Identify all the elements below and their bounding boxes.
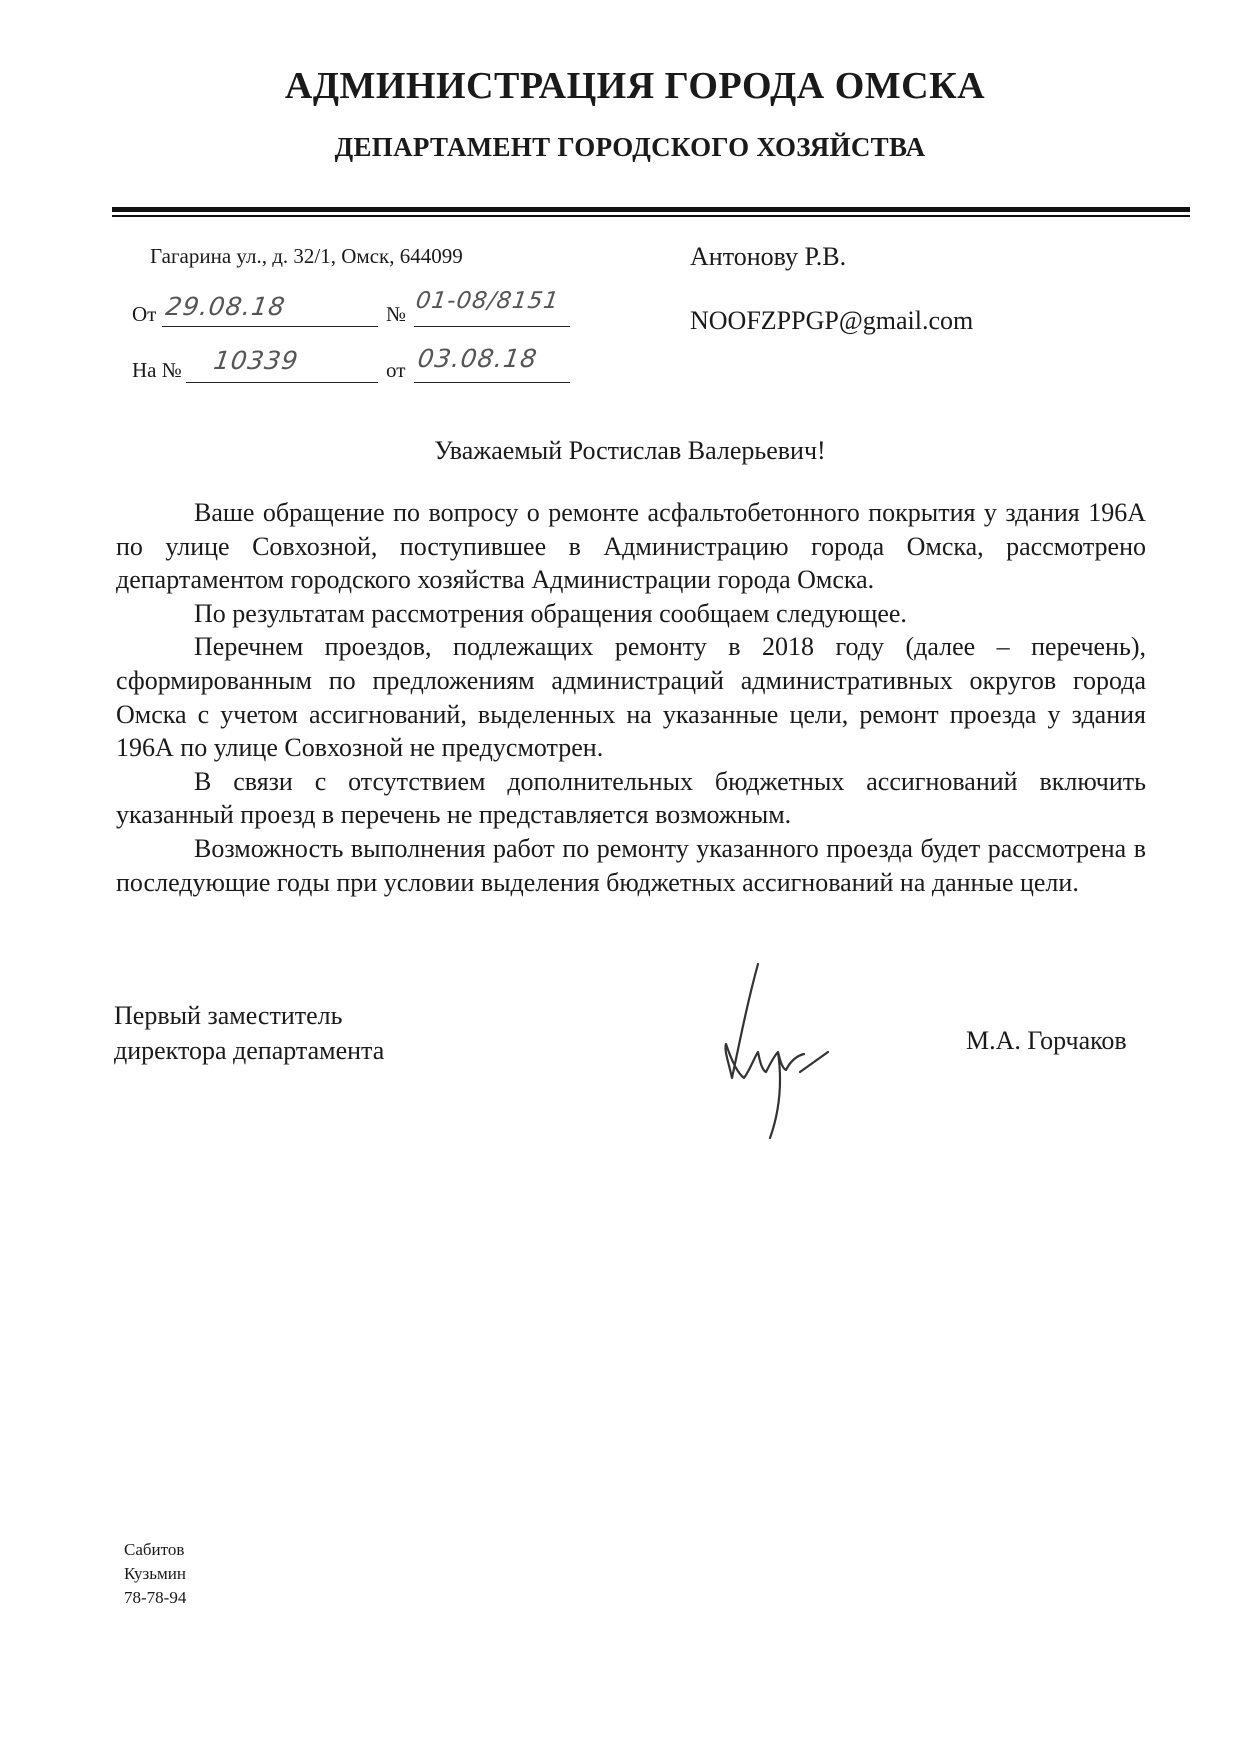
executor-phone: 78-78-94 [124, 1588, 187, 1607]
letter-body [116, 496, 1146, 899]
signer-title-line1: Первый заместитель [114, 1001, 343, 1030]
signer-title-line2: директора департамента [114, 1036, 385, 1065]
handwritten-signature [700, 960, 850, 1150]
executor-info [124, 1538, 186, 1610]
body-paragraph: В связи с отсутствием дополнительных бюджетных ассигнований включить указанный проезд в перечень не представляется возможным. [116, 766, 1146, 830]
from-label: От [132, 302, 157, 326]
number-label-wrap [386, 302, 406, 327]
signer-name: М.А. Горчаков [966, 1026, 1127, 1055]
reply-label: На № [132, 358, 182, 382]
letterhead-rule-thick [112, 207, 1190, 212]
sender-address: Гагарина ул., д. 32/1, Омск, 644099 [150, 244, 463, 268]
reply-date-label: от [386, 358, 406, 382]
executor-name: Кузьмин [124, 1564, 186, 1583]
reply-ref-row [132, 358, 182, 383]
number-handwritten: 01-08/8151 [414, 288, 561, 314]
organization-title: АДМИНИСТРАЦИЯ ГОРОДА ОМСКА [284, 65, 986, 107]
body-paragraph: Ваше обращение по вопросу о ремонте асфальтобетонного покрытия у здания 196А по улице Совхозной, поступившее в Администрацию города Омска, рассмотрено департаментом городского хозяйства Администрации города Омска. [116, 498, 1146, 595]
body-paragraph: Перечнем проездов, подлежащих ремонту в 2018 году (далее – перечень), сформированным по предложениям администраций административных округов города Омска с учетом ассигнований, выделенных на указанные цели, ремонт проезда у здания 196А по улице Совхозной не предусмотрен. [116, 632, 1146, 763]
greeting: Уважаемый Ростислав Валерьевич! [434, 436, 826, 465]
reply-number-handwritten: 10339 [211, 346, 301, 375]
from-date-handwritten: 29.08.18 [163, 292, 288, 321]
body-paragraph: Возможность выполнения работ по ремонту указанного проезда будет рассмотрена в последующие годы при условии выделения бюджетных ассигнований на данные цели. [116, 833, 1146, 897]
reply-date-label-wrap [386, 358, 405, 383]
number-label: № [386, 302, 407, 326]
signer-title [114, 998, 384, 1068]
executor-name: Сабитов [124, 1540, 185, 1559]
letterhead-rule-thin [112, 215, 1190, 217]
department-title: ДЕПАРТАМЕНТ ГОРОДСКОГО ХОЗЯЙСТВА [334, 132, 926, 162]
recipient-email: NOOFZPPGP@gmail.com [690, 306, 974, 335]
recipient-name: Антонову Р.В. [690, 242, 847, 271]
reply-date-handwritten: 03.08.18 [415, 344, 540, 373]
outgoing-ref-row [132, 302, 156, 327]
body-paragraph: По результатам рассмотрения обращения сообщаем следующее. [194, 598, 907, 628]
